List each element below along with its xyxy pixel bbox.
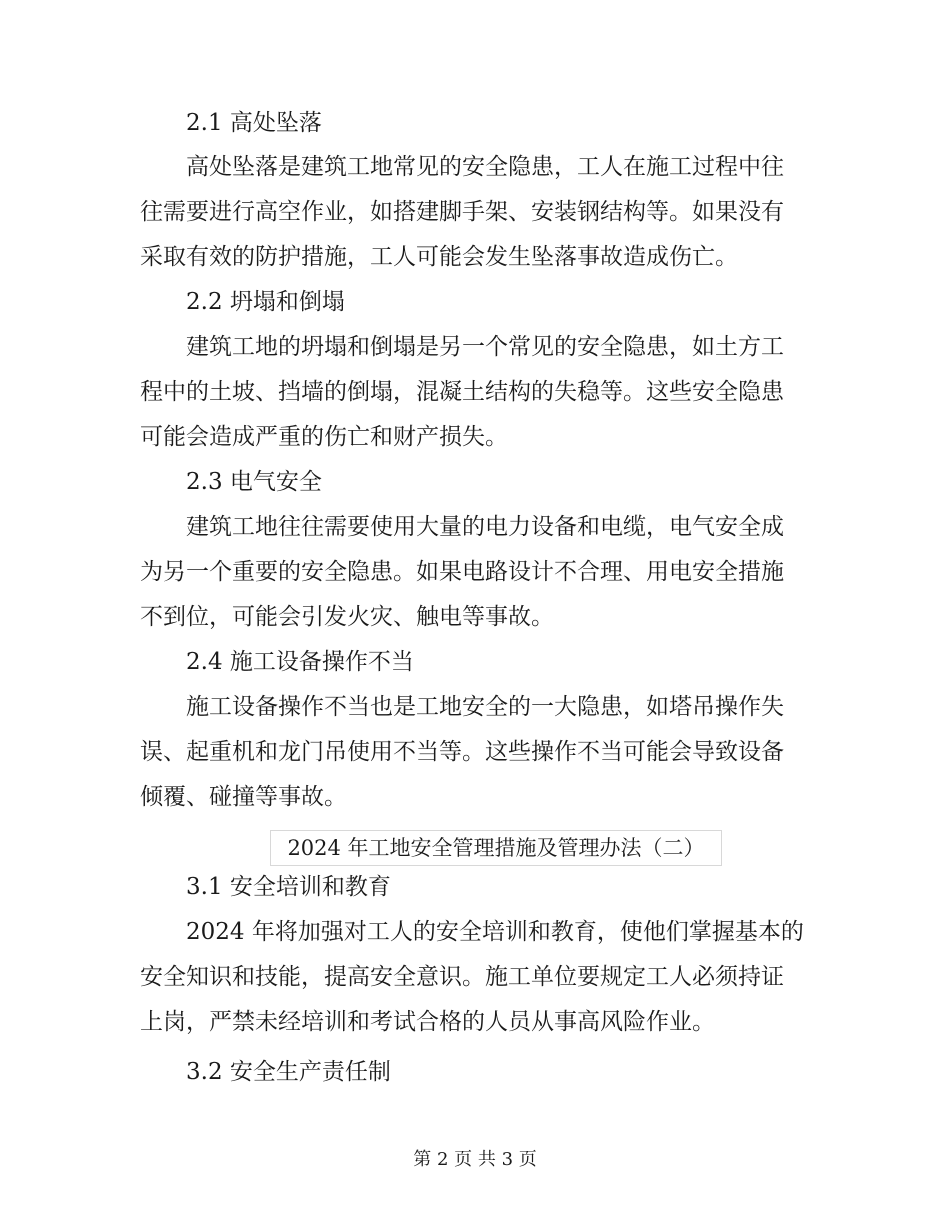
paragraph-line: 高处坠落是建筑工地常见的安全隐患，工人在施工过程中往	[186, 154, 784, 180]
page-footer: 第 2 页 共 3 页	[413, 1149, 537, 1170]
paragraph-line: 建筑工地往往需要使用大量的电力设备和电缆，电气安全成	[186, 514, 784, 540]
paragraph-line: 上岗，严禁未经培训和考试合格的人员从事高风险作业。	[140, 1009, 715, 1035]
paragraph-line: 可能会造成严重的伤亡和财产损失。	[140, 424, 508, 450]
section-heading-2-2: 2.2 坍塌和倒塌	[186, 289, 345, 315]
paragraph-line: 安全知识和技能，提高安全意识。施工单位要规定工人必须持证	[140, 964, 784, 990]
paragraph-line: 倾覆、碰撞等事故。	[140, 784, 347, 810]
section-heading-3-1: 3.1 安全培训和教育	[186, 874, 391, 900]
paragraph-line: 误、起重机和龙门吊使用不当等。这些操作不当可能会导致设备	[140, 739, 784, 765]
section-heading-2-3: 2.3 电气安全	[186, 469, 322, 495]
paragraph-line: 建筑工地的坍塌和倒塌是另一个常见的安全隐患，如土方工	[186, 334, 784, 360]
paragraph-line: 采取有效的防护措施，工人可能会发生坠落事故造成伤亡。	[140, 244, 738, 270]
section-heading-2-4: 2.4 施工设备操作不当	[186, 649, 414, 675]
paragraph-line: 2024 年将加强对工人的安全培训和教育，使他们掌握基本的	[186, 919, 804, 945]
section-heading-2-1: 2.1 高处坠落	[186, 110, 322, 136]
document-title: 2024 年工地安全管理措施及管理办法（二）	[270, 830, 722, 866]
paragraph-line: 程中的土坡、挡墙的倒塌，混凝土结构的失稳等。这些安全隐患	[140, 379, 784, 405]
paragraph-line: 为另一个重要的安全隐患。如果电路设计不合理、用电安全措施	[140, 559, 784, 585]
paragraph-line: 往需要进行高空作业，如搭建脚手架、安装钢结构等。如果没有	[140, 199, 784, 225]
paragraph-line: 不到位，可能会引发火灾、触电等事故。	[140, 604, 554, 630]
paragraph-line: 施工设备操作不当也是工地安全的一大隐患，如塔吊操作失	[186, 694, 784, 720]
section-heading-3-2: 3.2 安全生产责任制	[186, 1059, 391, 1085]
